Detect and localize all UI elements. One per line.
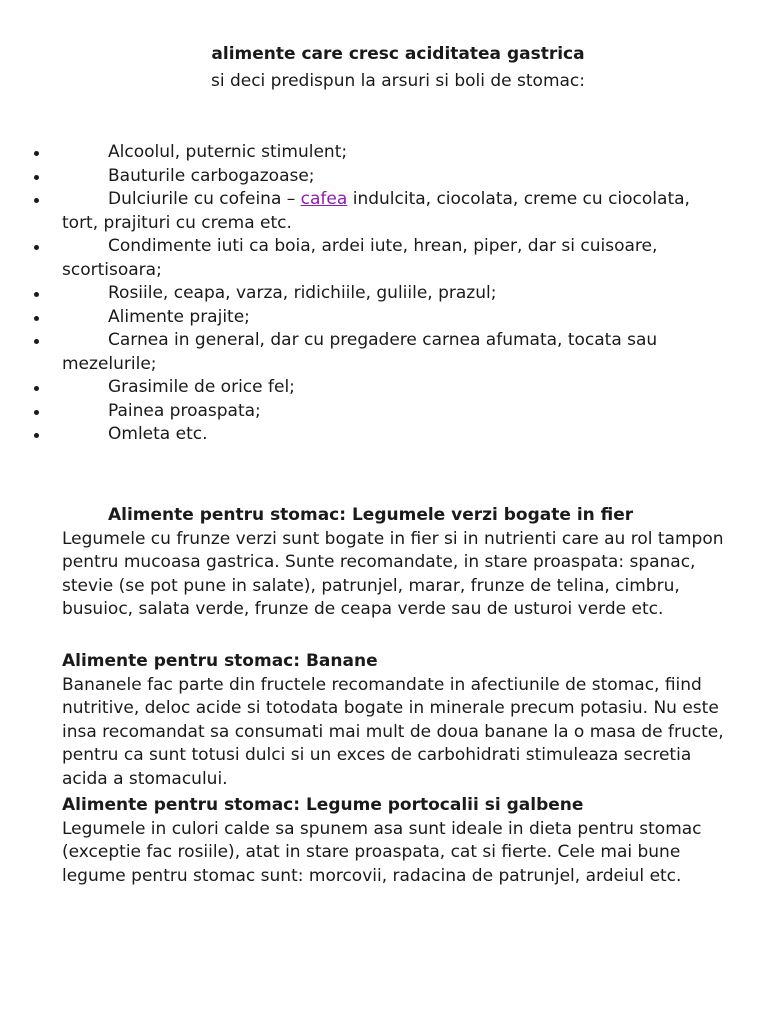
section-body: Legumele cu frunze verzi sunt bogate in fier si in nutrienti care au rol tampon pentru mucoasa gastrica. Sunte recomandate, in stare proaspata: spanac, stevie (se pot pune in salate), patrunjel, marar, frunze de telina, cimbru, busuioc, salata verde, frunze de ceapa verde sau de usturoi verde etc. (62, 528, 724, 619)
list-item-text: Painea proaspata; (108, 400, 261, 421)
list-item-text: Bauturile carbogazoase; (108, 165, 315, 186)
list-item-text: Condimente iuti ca boia, ardei iute, hrean, piper, dar si cuisoare, scortisoara; (62, 236, 658, 280)
document-title: alimente care cresc aciditatea gastrica (211, 44, 585, 64)
bullet-icon (34, 175, 39, 180)
list-item-text: Dulciurile cu cofeina – (108, 189, 301, 209)
list-item (0, 329, 716, 376)
list-item-text: Omleta etc. (108, 424, 208, 444)
section-green-vegetables (62, 504, 732, 622)
section-body: Bananele fac parte din fructele recomandate in afectiunile de stomac, fiind nutritive, deloc acide si totodata bogate in minerale precum potasiu. Nu este insa recomandat sa consumati mai mult de doua banane la o masa de fructe, pentru ca sunt totusi dulci si un exces de carbohidrati stimuleaza secretia acida a stomacului. (62, 674, 724, 789)
bullet-icon (34, 151, 39, 156)
list-item (0, 400, 716, 424)
bullet-icon (34, 410, 39, 415)
section-body: Legumele in culori calde sa spunem asa sunt ideale in dieta pentru stomac (exceptie fac rosiile), atat in stare proaspata, cat si fierte. Cele mai bune legume pentru stomac sunt: morcovii, radacina de patrunjel, ardeiul etc. (62, 818, 702, 886)
bullet-icon (34, 433, 39, 438)
list-item (0, 235, 716, 282)
document-subtitle: si deci predispun la arsuri si boli de stomac: (210, 71, 586, 91)
list-item (0, 141, 716, 165)
bullet-icon (34, 198, 39, 203)
list-item-text: Rosiile, ceapa, varza, ridichiile, guliile, prazul; (108, 283, 497, 303)
list-item (0, 282, 716, 306)
bullet-icon (34, 386, 39, 391)
bullet-icon (34, 339, 39, 344)
cafea-link[interactable]: cafea (300, 189, 348, 209)
list-item-text: Carnea in general, dar cu pregadere carnea afumata, tocata sau mezelurile; (62, 330, 658, 374)
section-heading: Alimente pentru stomac: Legume portocalii si galbene (62, 795, 584, 815)
list-item (0, 188, 716, 235)
list-item-text: Alcoolul, puternic stimulent; (108, 142, 348, 162)
list-item (0, 306, 716, 330)
section-heading: Alimente pentru stomac: Banane (62, 651, 378, 671)
acidity-foods-list (0, 141, 768, 447)
list-item-text: Grasimile de orice fel; (108, 377, 295, 397)
section-bananas (62, 650, 732, 791)
bullet-icon (34, 292, 39, 297)
list-item (0, 376, 716, 400)
list-item-text: indulcita, ciocolata, creme cu ciocolata, tort, prajituri cu crema etc. (62, 189, 690, 233)
bullet-icon (34, 316, 39, 321)
bullet-icon (34, 245, 39, 250)
list-item (0, 423, 716, 447)
section-heading: Alimente pentru stomac: Legumele verzi bogate in fier (108, 505, 634, 525)
list-item (0, 165, 716, 189)
section-orange-yellow-vegetables (62, 794, 732, 888)
list-item-text: Alimente prajite; (108, 306, 250, 327)
